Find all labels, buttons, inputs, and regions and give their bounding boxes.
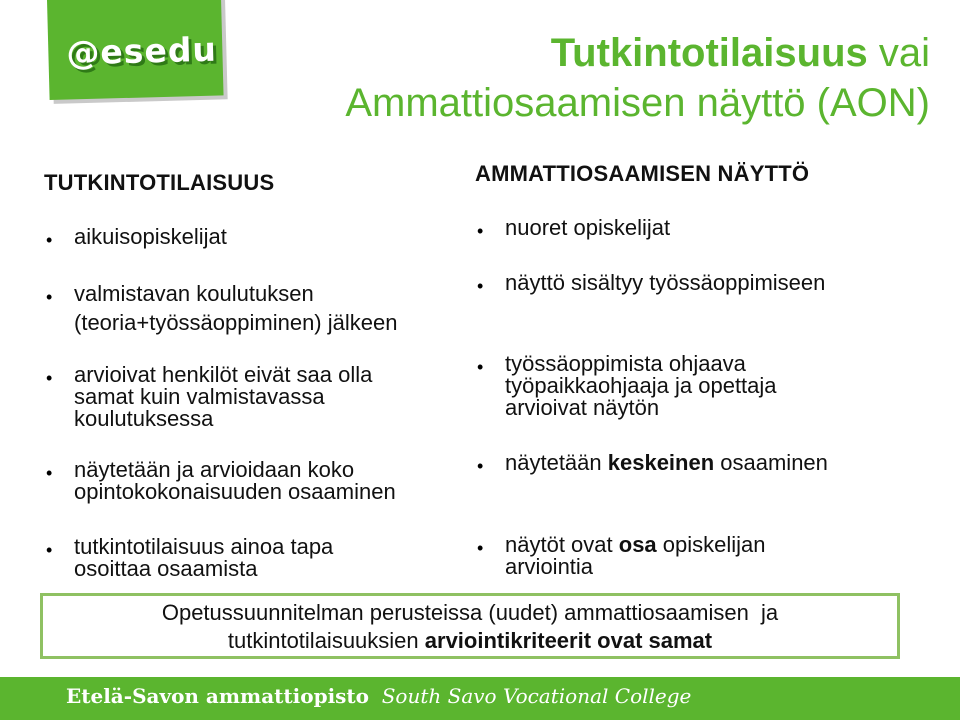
list-item: • työssäoppimista ohjaava työpaikkaohjaaja ja opettaja arvioivat näytön xyxy=(477,351,777,420)
title-bold: Tutkintotilaisuus xyxy=(550,31,868,75)
footer-text xyxy=(66,684,691,708)
footer-school-name: Etelä-Savon ammattiopisto xyxy=(66,684,370,708)
note-line2-pre: tutkintotilaisuuksien xyxy=(227,628,425,653)
bullet-icon: • xyxy=(477,538,484,558)
list-item: • valmistavan koulutuksen (teoria+työssäoppiminen) jälkeen xyxy=(46,281,398,335)
bullet-icon: • xyxy=(46,540,53,560)
note-line1: Opetussuunnitelman perusteissa (uudet) ammattiosaamisen ja xyxy=(161,600,779,625)
list-item: • näytetään keskeinen osaaminen xyxy=(477,450,828,476)
right-heading: AMMATTIOSAAMISEN NÄYTTÖ xyxy=(475,161,810,186)
bullet-icon: • xyxy=(477,276,484,296)
bullet-icon: • xyxy=(477,221,484,241)
left-heading: TUTKINTOTILAISUUS xyxy=(44,170,275,195)
bullet-icon: • xyxy=(46,287,53,307)
footer-school-english: South Savo Vocational College xyxy=(381,684,692,708)
title-line2: Ammattiosaamisen näyttö (AON) xyxy=(345,81,930,125)
bullet-icon: • xyxy=(477,357,484,377)
list-item: • arvioivat henkilöt eivät saa olla samat kuin valmistavassa koulutuksessa xyxy=(46,362,373,431)
title-rest: vai xyxy=(867,31,930,75)
bullet-icon: • xyxy=(46,368,53,388)
bullet-icon: • xyxy=(46,230,53,250)
list-item: • aikuisopiskelijat xyxy=(46,224,227,250)
list-item: • näytetään ja arvioidaan koko opintokokonaisuuden osaaminen xyxy=(46,457,396,504)
list-item: • näytöt ovat osa opiskelijan arviointia xyxy=(477,532,766,579)
footer-bar xyxy=(0,677,960,720)
esedu-logo xyxy=(47,0,224,100)
note-box xyxy=(40,593,900,659)
bullet-icon: • xyxy=(477,456,484,476)
bullet-icon: • xyxy=(46,463,53,483)
list-item: • tutkintotilaisuus ainoa tapa osoittaa osaamista xyxy=(46,534,334,581)
slide-title xyxy=(290,28,930,128)
emphasis: keskeinen xyxy=(607,450,715,475)
note-line2-bold: arviointikriteerit ovat samat xyxy=(424,628,713,653)
logo-text: @esedu xyxy=(65,29,218,73)
list-item: • näyttö sisältyy työssäoppimiseen xyxy=(477,270,826,296)
list-item: • nuoret opiskelijat xyxy=(477,215,671,241)
emphasis: osa xyxy=(618,532,657,557)
